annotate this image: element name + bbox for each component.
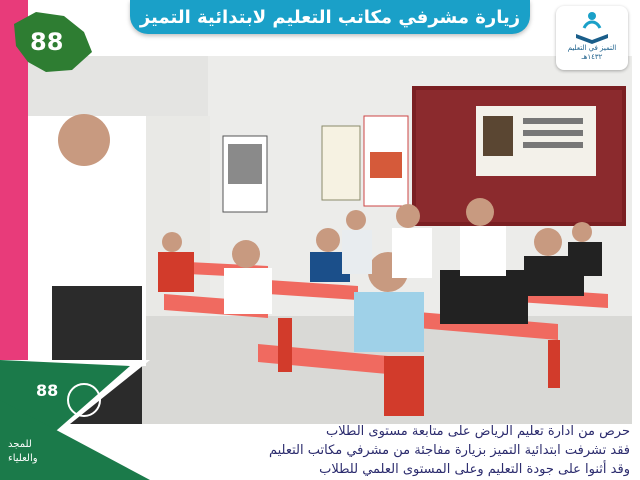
book-logo-icon [572,10,612,44]
corner-national-day-badge [0,360,150,480]
corner-slogan-line1: للمجد [8,439,32,450]
title-banner [130,0,530,34]
caption-line-1: حرص من ادارة تعليم الرياض على متابعة مستوى الطلاب [326,423,630,439]
national-day-88-badge [6,6,96,78]
corner-slogan [8,438,78,466]
caption [150,420,630,480]
corner-slogan-line2: والعلياء [8,453,38,464]
school-logo [556,6,628,70]
svg-text:88: 88 [30,28,64,56]
logo-school-name: التميز في التعليم [567,44,617,52]
caption-line-3: وقد أثنوا على جودة التعليم وعلى المستوى العلمي للطلاب [319,461,630,477]
banner-title: زيارة مشرفي مكاتب التعليم لابتدائية التميز [139,6,521,28]
caption-line-2: فقد تشرفت ابتدائية التميز بزيارة مفاجئة من مشرفي مكاتب التعليم [268,442,630,458]
logo-year: ١٤٣٢هـ [581,53,603,61]
corner-88-number: 88 [36,381,59,400]
saudi-map-icon [6,6,96,78]
